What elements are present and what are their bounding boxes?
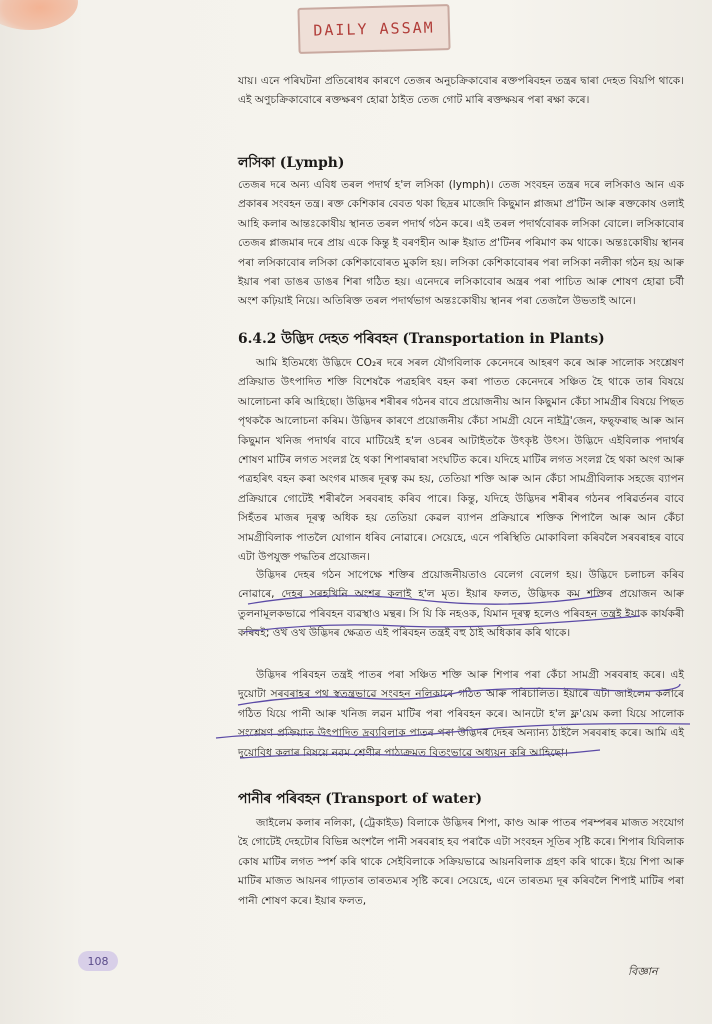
- paragraph-blood-clotting: যায়। এনে পৰিঘটনা প্ৰতিৰোধৰ কাৰণে তেজৰ অনুচক্ৰিকাবোৰ ৰক্তপৰিবহন তন্ত্ৰৰ দ্বাৰা দেহত বিয়পি থাকে। এই অণুচক্ৰিকাবোৰে ৰক্তক্ষৰণ হোৱা ঠাইত তেজ গোট মাৰি ৰক্তক্ষয়ৰ পৰা ৰক্ষা কৰে।: [238, 75, 684, 107]
- section-heading-water-transport: [238, 788, 684, 810]
- section-title-english: (Transportation in Plants): [402, 331, 605, 347]
- watermark-stamp: DAILY ASSAM: [297, 4, 450, 54]
- section-heading-plant-transport: [238, 328, 684, 350]
- paragraph-plant-transport-intro: আমি ইতিমধ্যে উদ্ভিদে CO₂ৰ দৰে সৰল যৌগবিলাক কেনেদৰে আহৰণ কৰে আৰু সালোক সংশ্লেষণ প্ৰক্ৰিয়াত উৎপাদিত শক্তি বিশেষকৈ পত্ৰহৰিৎ বহন কৰা পাতত কেনেদৰে সঞ্চিত হৈ থাকে তাৰ বিষয়ে আলোচনা কৰি আহিছো। উদ্ভিদৰ শৰীৰৰ গঠনৰ বাবে প্ৰয়োজনীয় আন কিছুমান কেঁচা সামগ্ৰীৰ বিষয়ে পিছত পৃথককৈ আলোচনা কৰিম। উদ্ভিদৰ কাৰণে প্ৰয়োজনীয় কেঁচা সামগ্ৰী যেনে নাইট্ৰ'জেন, ফছ্ফৰাছ আৰু আন কিছুমান খনিজ পদাৰ্থৰ বাবে মাটিয়েই হ'ল ওচৰৰ আটাইতকৈ উৎকৃষ্ট উৎস। উদ্ভিদে এইবিলাক পদাৰ্থৰ শোষণ মাটিৰ লগত সংলগ্ন হৈ থকা শিপাৰদ্বাৰা সংঘটিত কৰে। যদিহে মাটিৰ লগত সংলগ্ন হৈ থকা অংগ আৰু পত্ৰহৰিৎ বহন কৰা অংগৰ মাজৰ দূৰত্ব কম হয়, তেতিয়া শক্তি আৰু আন কেঁচা সামগ্ৰীবিলাক সহজে ব্যাপন প্ৰক্ৰিয়াৰে গোটেই শৰীৰলৈ সৰবৰাহ কৰিব পাৰে। কিন্তু, যদিহে উদ্ভিদৰ শৰীৰৰ গঠনৰ পৰিৱৰ্তনৰ বাবে সিহঁতৰ মাজৰ দূৰত্ব অধিক হয় তেতিয়া কেৱল ব্যাপন প্ৰক্ৰিয়াৰে শক্তিক শিপালৈ আৰু আন কেঁচা সামগ্ৰীবিলাক পাতলৈ যোগান ধৰিব নোৱাৰে। সেয়েহে, এনে পৰিস্থিতি মোকাবিলা কৰিবলৈ সৰবৰাহৰ বাবে এটা উপযুক্ত পদ্ধতিৰ প্ৰয়োজন।: [238, 357, 684, 564]
- paragraph-water-transport: জাইলেম কলাৰ নলিকা, (ট্ৰেকাইড) বিলাকে উদ্ভিদৰ শিপা, কাণ্ড আৰু পাতৰ পৰম্পৰৰ মাজত সংযোগ হৈ গোটেই দেহটোৰ বিভিন্ন অংশলৈ পানী সৰবৰাহ হব পৰাকৈ এটা সংবহন সূতিৰ সৃষ্টি কৰে। শিপাৰ যিবিলাক কোষ মাটিৰ লগত স্পৰ্শ কৰি থাকে সেইবিলাকে সক্ৰিয়ভাৱে আয়নবিলাক গ্ৰহণ কৰি থাকে। ইয়ে শিপা আৰু মাটিৰ মাজত আয়নৰ গাঢ়তাৰ তাৰতম্যৰ সৃষ্টি কৰে। সেয়েহে, এনে তাৰতম্য দূৰ কৰিবলৈ শিপাই মাটিৰ পৰা পানী শোষণ কৰে। ইয়াৰ ফলত,: [238, 817, 684, 907]
- footer-subject: বিজ্ঞান: [628, 965, 658, 978]
- corner-ink-mark: [0, 0, 78, 30]
- paragraph-lymph: তেজৰ দৰে অন্য এবিধ তৰল পদাৰ্থ হ'ল লসিকা (lymph)। তেজ সংবহন তন্ত্ৰৰ দৰে লসিকাও আন এক প্ৰকাৰৰ সংবহন তন্ত্ৰ। ৰক্ত কেশিকাৰ বেবত থকা ছিদ্ৰৰ মাজেদি কিছুমান প্লাজমা প্ৰ'টিন আৰু ৰক্তকোষ ওলাই আহি কলাৰ আন্তঃকোষীয় স্থানত তৰল পদাৰ্থ গঠন কৰে। এই তৰল পদাৰ্থবোৰক লসিকা বোলে। লসিকাবোৰ তেজৰ প্লাজমাৰ দৰে প্ৰায় একে কিন্তু ই বৰণহীন আৰু ইয়াত প্ৰ'টিনৰ পৰিমাণ কম থাকে। অন্তঃকোষীয় স্থানৰ পৰা লসিকাবোৰ লসিকা কেশিকাবোৰত মুকলি হয়। লসিকা কেশিকাবোৰৰ পৰা লসিকা নলীকা গঠন হয় আৰু ইয়াৰ পৰা ডাঙৰ ডাঙৰ শিৰা গঠিত হয়। এনেদৰে লসিকাবোৰ অন্ত্ৰৰ পৰা পাচিত আৰু শোষণ হোৱা চৰ্বী অংশ কঢ়িয়াই নিয়ে। অতিৰিক্ত তৰল পদাৰ্থভাগ অন্তঃকোষীয় স্থানৰ পৰা তেজলৈ উভতাই আনে।: [238, 179, 684, 308]
- page-number: 108: [78, 951, 118, 971]
- heading-english: (Transport of water): [325, 791, 482, 807]
- section-heading-lymph: লসিকা (Lymph): [238, 155, 345, 171]
- paragraph-xylem-phloem: উদ্ভিদৰ পৰিবহন তন্ত্ৰই পাতৰ পৰা সঞ্চিত শক্তি আৰু শিপাৰ পৰা কেঁচা সামগ্ৰী সৰবৰাহ কৰে। এই দুয়োটা সৰবৰাহৰ পথ স্বতন্ত্ৰভাৱে সংবহন নলিকাৰে গঠিত আৰু পৰিচালিত। ইয়াৰে এটা জাইলেম কলাৰে গঠিত যিয়ে পানী আৰু খনিজ লৱন মাটিৰ পৰা পৰিবহন কৰে। আনটো হ'ল ফ্ল'য়েম কলা যিয়ে সালোক সংশ্লেষণ প্ৰক্ৰিয়াত উৎপাদিত দ্ৰব্যবিলাক পাতৰ পৰা উদ্ভিদৰ দেহৰ অন্যান্য ঠাইলৈ সৰবৰাহ কৰে। আমি এই দুয়োবিধ কলাৰ বিষয়ে নৱম শ্ৰেণীৰ পাঠ্যক্ৰমত বিতংভাৱে অধ্যয়ন কৰি আহিছো।: [238, 669, 684, 759]
- section-title-assamese: উদ্ভিদ দেহত পৰিবহন: [281, 331, 398, 347]
- paragraph-plant-energy-needs: উদ্ভিদৰ দেহৰ গঠন সাপেক্ষে শক্তিৰ প্ৰয়োজনীয়তাও বেলেগ বেলেগ হয়। উদ্ভিদে চলাচল কৰিব নোৱাৰে, দেহৰ সৰহখিনি অংশৰ কলাই হ'ল মৃত। ইয়াৰ ফলত, উদ্ভিদক কম শক্তিৰ প্ৰয়োজন আৰু তুলনামূলকভাৱে পৰিবহন ব্যৱস্থাও মন্থৰ। সি যি কি নহওক, যিমান দূৰত্ব হলেও পৰিবহন তন্ত্ৰই ইয়াক কাৰ্যকৰী কৰিবই; ওখ ওখ উদ্ভিদৰ ক্ষেত্ৰত এই পৰিবহন তন্ত্ৰই বহু ঠাই অধিকাৰ কৰি থাকে।: [238, 569, 684, 640]
- section-number: 6.4.2: [238, 331, 277, 347]
- heading-assamese: পানীৰ পৰিবহন: [238, 791, 321, 807]
